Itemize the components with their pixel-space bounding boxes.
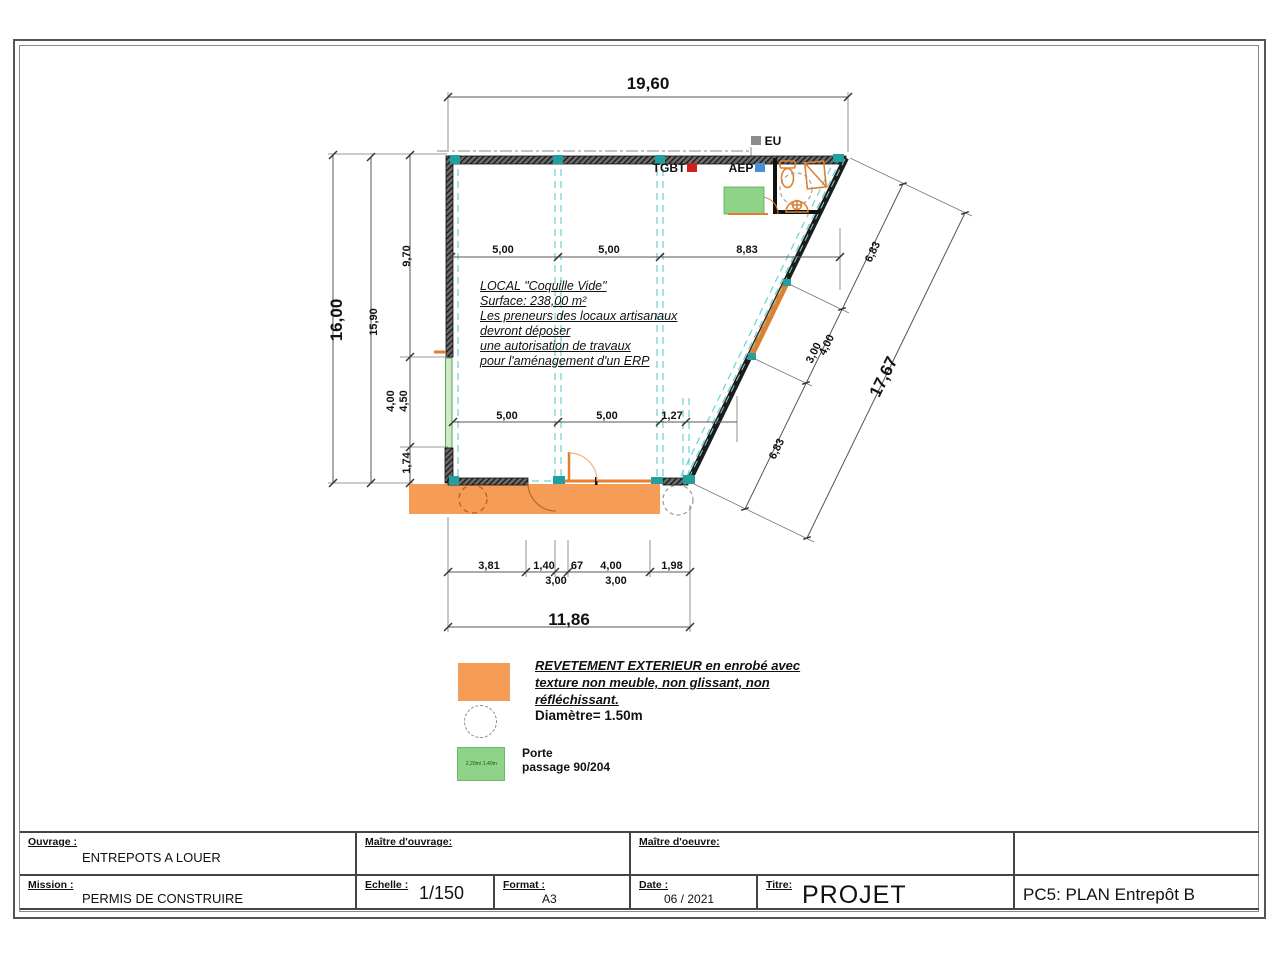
- dim-bottom-2: 1,40: [533, 560, 555, 572]
- format-label: Format :: [503, 879, 545, 891]
- maitre-oeuvre-label: Maître d'oeuvre:: [639, 836, 720, 848]
- note-line: une autorisation de travaux: [480, 339, 631, 353]
- dim-bottom-4: 4,00: [600, 560, 622, 572]
- mission-label: Mission :: [28, 879, 74, 891]
- dim-left-seg-1: 9,70: [401, 245, 413, 267]
- legend-circle-label: Diamètre= 1.50m: [535, 708, 643, 723]
- dim-bay-top-3: 8,83: [736, 244, 758, 256]
- dim-bottom-3: 67: [570, 560, 584, 572]
- dim-slant-seg-mid-b: 3,00: [803, 340, 825, 366]
- dim-bottom-sub-2: 3,00: [605, 575, 627, 587]
- dim-slant-total: 17,67: [865, 353, 902, 401]
- paving-area: [409, 484, 660, 514]
- dim-bottom-1: 3,81: [478, 560, 500, 572]
- titleblock-maitre-ouvrage-cell: [357, 833, 631, 874]
- legend-door-swatch-text: 2,20m/ 1,40m: [465, 761, 497, 767]
- note-line: devront déposer: [480, 324, 571, 338]
- note-line: Surface: 238,00 m²: [480, 294, 587, 308]
- titleblock-mission-cell: [20, 876, 357, 908]
- sectional-door-left: [446, 358, 453, 448]
- titre-value: PROJET: [802, 881, 907, 909]
- titleblock-row-1: [20, 831, 1259, 874]
- date-value: 06 / 2021: [664, 892, 715, 906]
- dim-bottom-total: 11,86: [548, 610, 590, 629]
- titleblock-format-cell: [495, 876, 631, 908]
- door-zone-green: [724, 187, 764, 214]
- maitre-ouvrage-label: Maître d'ouvrage:: [365, 836, 453, 848]
- turning-circle-right: [663, 485, 693, 515]
- dim-left-seg-3: 4,00: [385, 390, 397, 412]
- titleblock-echelle-cell: [357, 876, 495, 908]
- dim-bay-mid-1: 5,00: [496, 410, 518, 422]
- titleblock-titre-cell: [758, 876, 1015, 908]
- titre-label: Titre:: [766, 879, 793, 891]
- titleblock-ouvrage-cell: [20, 833, 357, 874]
- echelle-label: Echelle :: [365, 879, 409, 891]
- dim-left-total: 16,00: [327, 298, 346, 342]
- tgbt-label: TGBT: [652, 161, 686, 175]
- format-value: A3: [542, 892, 557, 906]
- sheet-title: PC5: PLAN Entrepôt B: [1023, 885, 1195, 904]
- date-label: Date :: [639, 879, 669, 891]
- titleblock-maitre-oeuvre-cell: [631, 833, 1015, 874]
- aep-icon: [755, 163, 765, 172]
- note-line: pour l'aménagement d'un ERP: [480, 354, 650, 368]
- titleblock-row-2: [20, 874, 1259, 910]
- eu-label: EU: [764, 134, 782, 148]
- titleblock-date-cell: [631, 876, 758, 908]
- dim-bay-mid-3: 1,27: [661, 410, 683, 422]
- dim-top-total: 19,60: [626, 74, 670, 93]
- slant-wall-door: [751, 282, 787, 356]
- eu-icon: [751, 136, 761, 145]
- echelle-value: 1/150: [419, 883, 465, 903]
- dim-left-seg-4: 1,74: [401, 452, 413, 474]
- dim-slant-seg-mid-a: 4,00: [816, 332, 838, 358]
- dim-left-seg-2: 4,50: [398, 390, 410, 412]
- legend-paving-swatch: [458, 663, 510, 701]
- dim-bay-top-1: 5,00: [492, 244, 514, 256]
- mission-value: PERMIS DE CONSTRUIRE: [82, 891, 244, 906]
- ouvrage-label: Ouvrage :: [28, 836, 78, 848]
- dim-bay-top-2: 5,00: [598, 244, 620, 256]
- note-line: Les preneurs des locaux artisanaux: [480, 309, 678, 323]
- dim-bottom-5: 1,98: [661, 560, 683, 572]
- dim-left-inner-total: 15,90: [368, 308, 380, 336]
- tgbt-icon: [687, 163, 697, 172]
- ouvrage-value: ENTREPOTS A LOUER: [82, 850, 221, 865]
- dim-slant-seg-top: 6,83: [862, 239, 884, 265]
- aep-label: AEP: [728, 161, 754, 175]
- legend-door-swatch: [457, 747, 505, 781]
- titleblock-sheet-cell: [1015, 876, 1259, 908]
- local-note: [480, 279, 710, 369]
- legend-door-label: Porte passage 90/204: [522, 746, 611, 774]
- dim-bottom-sub-1: 3,00: [545, 575, 567, 587]
- titleblock-empty-cell: [1015, 833, 1259, 874]
- bathroom-fixtures: [761, 161, 826, 214]
- legend-paving-label: REVETEMENT EXTERIEUR en enrobé avec texture non meuble, non glissant, non réfléchissant.: [535, 658, 801, 707]
- legend-circle-icon: [464, 705, 497, 738]
- note-line: LOCAL "Coquille Vide": [480, 279, 607, 293]
- dim-bay-mid-2: 5,00: [596, 410, 618, 422]
- dim-slant-seg-bot: 6,83: [766, 436, 788, 462]
